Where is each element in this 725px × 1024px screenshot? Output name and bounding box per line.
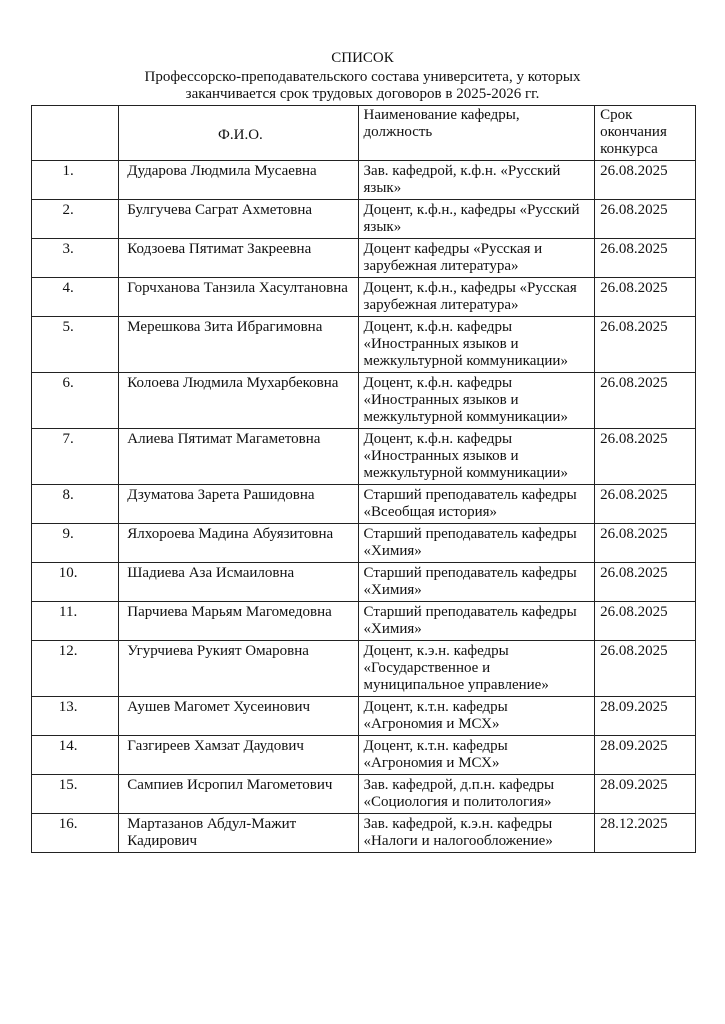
- row-dept: Зав. кафедрой, д.п.н. кафедры «Социология и политология»: [358, 775, 595, 814]
- row-number: 5.: [32, 317, 119, 373]
- row-name: Булгучева Саграт Ахметовна: [119, 200, 358, 239]
- row-dept: Доцент, к.ф.н., кафедры «Русский язык»: [358, 200, 595, 239]
- document-subtitle-line2: заканчивается срок трудовых договоров в 2025-2026 гг.: [185, 86, 540, 102]
- row-dept: Зав. кафедрой, к.ф.н. «Русский язык»: [358, 161, 595, 200]
- table-row: [32, 697, 696, 736]
- row-date: 26.08.2025: [595, 317, 696, 373]
- row-number: 8.: [32, 485, 119, 524]
- row-name: Сампиев Исропил Магометович: [119, 775, 358, 814]
- row-date: 28.12.2025: [595, 814, 696, 853]
- row-number: 6.: [32, 373, 119, 429]
- row-dept: Зав. кафедрой, к.э.н. кафедры «Налоги и налогообложение»: [358, 814, 595, 853]
- row-number: 16.: [32, 814, 119, 853]
- table-row: [32, 602, 696, 641]
- row-dept: Доцент, к.ф.н. кафедры «Иностранных языков и межкультурной коммуникации»: [358, 317, 595, 373]
- row-number: 9.: [32, 524, 119, 563]
- table-row: [32, 317, 696, 373]
- row-dept: Старший преподаватель кафедры «Химия»: [358, 563, 595, 602]
- row-number: 1.: [32, 161, 119, 200]
- header-name: Ф.И.О.: [119, 106, 358, 161]
- table-row: [32, 814, 696, 853]
- row-name: Газгиреев Хамзат Даудович: [119, 736, 358, 775]
- row-name: Дзуматова Зарета Рашидовна: [119, 485, 358, 524]
- table-row: [32, 200, 696, 239]
- row-dept: Доцент, к.ф.н. кафедры «Иностранных языков и межкультурной коммуникации»: [358, 429, 595, 485]
- row-number: 13.: [32, 697, 119, 736]
- table-row: [32, 239, 696, 278]
- row-date: 26.08.2025: [595, 641, 696, 697]
- row-dept: Доцент, к.ф.н. кафедры «Иностранных языков и межкультурной коммуникации»: [358, 373, 595, 429]
- row-number: 11.: [32, 602, 119, 641]
- header-number: [32, 106, 119, 161]
- row-date: 28.09.2025: [595, 697, 696, 736]
- staff-table: [31, 105, 696, 853]
- table-row: [32, 278, 696, 317]
- row-name: Кодзоева Пятимат Закреевна: [119, 239, 358, 278]
- row-date: 26.08.2025: [595, 200, 696, 239]
- row-name: Ялхороева Мадина Абуязитовна: [119, 524, 358, 563]
- row-number: 7.: [32, 429, 119, 485]
- table-row: [32, 775, 696, 814]
- row-number: 3.: [32, 239, 119, 278]
- row-dept: Старший преподаватель кафедры «Всеобщая история»: [358, 485, 595, 524]
- table-row: [32, 485, 696, 524]
- table-row: [32, 736, 696, 775]
- row-number: 14.: [32, 736, 119, 775]
- header-date: Срок окончания конкурса: [595, 106, 696, 161]
- document-subtitle-line1: Профессорско-преподавательского состава университета, у которых: [144, 69, 581, 85]
- row-number: 2.: [32, 200, 119, 239]
- table-row: [32, 161, 696, 200]
- row-date: 26.08.2025: [595, 485, 696, 524]
- table-row: [32, 373, 696, 429]
- row-name: Горчханова Танзила Хасултановна: [119, 278, 358, 317]
- row-name: Угурчиева Рукият Омаровна: [119, 641, 358, 697]
- row-name: Дударова Людмила Мусаевна: [119, 161, 358, 200]
- row-date: 26.08.2025: [595, 373, 696, 429]
- row-date: 28.09.2025: [595, 775, 696, 814]
- row-date: 26.08.2025: [595, 278, 696, 317]
- row-date: 26.08.2025: [595, 161, 696, 200]
- row-date: 26.08.2025: [595, 563, 696, 602]
- row-number: 15.: [32, 775, 119, 814]
- row-dept: Доцент, к.т.н. кафедры «Агрономия и МСХ»: [358, 736, 595, 775]
- row-name: Шадиева Аза Исмаиловна: [119, 563, 358, 602]
- row-dept: Старший преподаватель кафедры «Химия»: [358, 602, 595, 641]
- table-row: [32, 641, 696, 697]
- row-date: 26.08.2025: [595, 602, 696, 641]
- row-name: Мерешкова Зита Ибрагимовна: [119, 317, 358, 373]
- row-number: 4.: [32, 278, 119, 317]
- table-header-row: [32, 106, 696, 161]
- row-dept: Доцент кафедры «Русская и зарубежная литература»: [358, 239, 595, 278]
- table-row: [32, 524, 696, 563]
- row-name: Мартазанов Абдул-Мажит Кадирович: [119, 814, 358, 853]
- row-date: 26.08.2025: [595, 239, 696, 278]
- row-name: Аушев Магомет Хусеинович: [119, 697, 358, 736]
- row-name: Алиева Пятимат Магаметовна: [119, 429, 358, 485]
- row-number: 10.: [32, 563, 119, 602]
- row-name: Парчиева Марьям Магомедовна: [119, 602, 358, 641]
- document-title: СПИСОК: [331, 50, 394, 66]
- row-date: 28.09.2025: [595, 736, 696, 775]
- row-dept: Доцент, к.ф.н., кафедры «Русская зарубежная литература»: [358, 278, 595, 317]
- table-row: [32, 563, 696, 602]
- row-name: Колоева Людмила Мухарбековна: [119, 373, 358, 429]
- row-dept: Старший преподаватель кафедры «Химия»: [358, 524, 595, 563]
- row-number: 12.: [32, 641, 119, 697]
- row-dept: Доцент, к.т.н. кафедры «Агрономия и МСХ»: [358, 697, 595, 736]
- table-row: [32, 429, 696, 485]
- header-dept: Наименование кафедры, должность: [358, 106, 595, 161]
- row-date: 26.08.2025: [595, 429, 696, 485]
- row-dept: Доцент, к.э.н. кафедры «Государственное и муниципальное управление»: [358, 641, 595, 697]
- row-date: 26.08.2025: [595, 524, 696, 563]
